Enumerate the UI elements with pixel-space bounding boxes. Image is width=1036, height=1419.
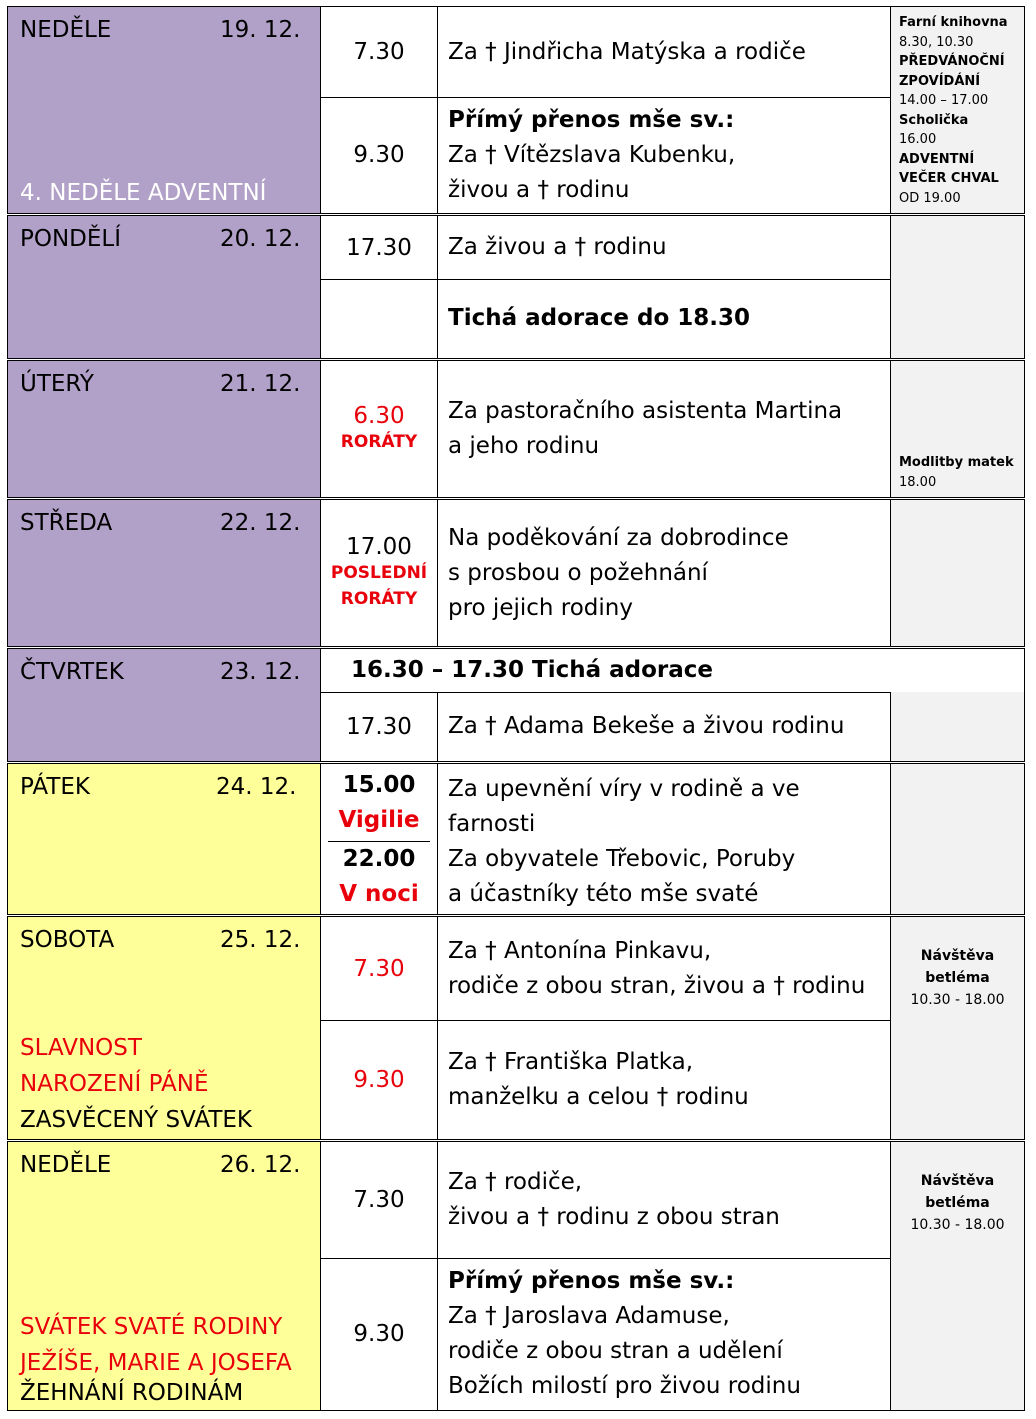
day-cell: [8, 649, 321, 761]
feast-title: SVÁTEK SVATÉ RODINY: [20, 1314, 283, 1340]
notes-cell: [890, 7, 1024, 213]
day-block-saturday: [7, 916, 1025, 1140]
mass-intention: Za † rodiče, živou a † rodinu z obou stran: [448, 1169, 780, 1230]
mass-time: 7.30: [321, 1142, 438, 1258]
day-name: NEDĚLE: [20, 1152, 112, 1178]
day-date: 21. 12.: [220, 371, 301, 397]
day-block-thursday: [7, 648, 1025, 762]
notes-text: Návštěva betléma 10.30 - 18.00: [910, 1173, 1005, 1233]
notes-cell: [890, 361, 1024, 497]
notes-cell: [890, 1142, 1024, 1410]
mass-intention: Za † Františka Platka, manželku a celou † rodinu: [448, 1048, 749, 1110]
mass-intention: Na poděkování za dobrodince s prosbou o požehnání pro jejich rodiny: [448, 524, 789, 621]
day-cell: [8, 764, 321, 914]
day-cell: [8, 1142, 321, 1410]
day-name: ČTVRTEK: [20, 659, 124, 685]
feast-title: NAROZENÍ PÁNĚ: [20, 1071, 209, 1097]
mass-intention: Za upevnění víry v rodině a ve farnosti Za obyvatele Třebovic, Poruby a účastníky této mše svaté: [448, 776, 800, 907]
day-date: 19. 12.: [220, 17, 301, 43]
notes-cell: [890, 692, 1024, 761]
day-cell: [8, 7, 321, 213]
mass-intention: Za pastoračního asistenta Martina a jeho rodinu: [448, 398, 843, 459]
day-name: STŘEDA: [20, 510, 113, 536]
day-date: 22. 12.: [220, 510, 301, 536]
day-block-friday: [7, 763, 1025, 915]
mass-intention: Za † Adama Bekeše a živou rodinu: [448, 713, 845, 739]
adoration-text: Tichá adorace do 18.30: [448, 305, 751, 331]
day-cell: [8, 500, 321, 646]
mass-intention: Přímý přenos mše sv.: Za † Vítězslava Kubenku, živou a † rodinu: [448, 106, 736, 203]
day-date: 24. 12.: [216, 774, 297, 800]
mass-intention: Za † Antonína Pinkavu, rodiče z obou stran, živou a † rodinu: [448, 937, 866, 999]
day-name: ÚTERÝ: [20, 371, 94, 397]
notes-cell: [890, 764, 1024, 914]
day-cell: [8, 216, 321, 358]
mass-intention: Za † Jindřicha Matýska a rodiče: [448, 38, 806, 65]
day-date: 26. 12.: [220, 1152, 301, 1178]
notes-cell: [890, 216, 1024, 358]
mass-time: 7.30: [321, 7, 438, 97]
feast-note: ŽEHNÁNÍ RODINÁM: [20, 1380, 244, 1406]
day-name: PONDĚLÍ: [20, 226, 122, 252]
feast-title: JEŽÍŠE, MARIE A JOSEFA: [20, 1350, 292, 1376]
notes-cell: [890, 917, 1024, 1139]
mass-time: 9.30: [321, 1020, 438, 1139]
day-cell: [8, 917, 321, 1139]
day-name: NEDĚLE: [20, 17, 112, 43]
notes-text: Farní knihovna 8.30, 10.30 PŘEDVÁNOČNÍ ZPOVÍDÁNÍ 14.00 – 17.00 Scholička 16.00 ADVENTNÍ VEČER CHVAL OD 19.00: [899, 15, 1008, 206]
mass-intention: Přímý přenos mše sv.: Za † Jaroslava Adamuse, rodiče z obou stran a udělení Božích milostí pro živou rodinu: [448, 1268, 801, 1399]
notes-text: Návštěva betléma 10.30 - 18.00: [910, 948, 1005, 1008]
mass-time-empty: [321, 279, 438, 358]
time-divider: [328, 841, 430, 842]
day-date: 20. 12.: [220, 226, 301, 252]
day-name: PÁTEK: [20, 774, 91, 800]
day-block-sunday-26: [7, 1141, 1025, 1411]
mass-time: 17.30: [321, 692, 438, 761]
mass-intention: Za živou a † rodinu: [448, 234, 667, 260]
day-block-sunday-19: [7, 6, 1025, 214]
mass-time: 15.00 Vigilie 22.00 V noci: [321, 764, 438, 914]
mass-time: 9.30: [321, 97, 438, 213]
day-block-wednesday: [7, 499, 1025, 647]
notes-text: Modlitby matek 18.00: [899, 455, 1014, 490]
mass-time: 17.30: [321, 216, 438, 279]
mass-time: 17.00 POSLEDNÍ RORÁTY: [321, 500, 438, 646]
mass-time: 7.30: [321, 917, 438, 1020]
day-name: SOBOTA: [20, 927, 115, 953]
mass-time: 6.30 RORÁTY: [321, 361, 438, 497]
day-cell: [8, 361, 321, 497]
day-subtitle: 4. NEDĚLE ADVENTNÍ: [20, 180, 267, 206]
adoration-text: 16.30 – 17.30 Tichá adorace: [351, 657, 714, 683]
feast-note: ZASVĚCENÝ SVÁTEK: [20, 1107, 252, 1133]
notes-cell: [890, 500, 1024, 646]
day-block-monday: [7, 215, 1025, 359]
day-date: 25. 12.: [220, 927, 301, 953]
mass-time: 9.30: [321, 1258, 438, 1410]
feast-title: SLAVNOST: [20, 1035, 142, 1061]
day-block-tuesday: [7, 360, 1025, 498]
day-date: 23. 12.: [220, 659, 301, 685]
